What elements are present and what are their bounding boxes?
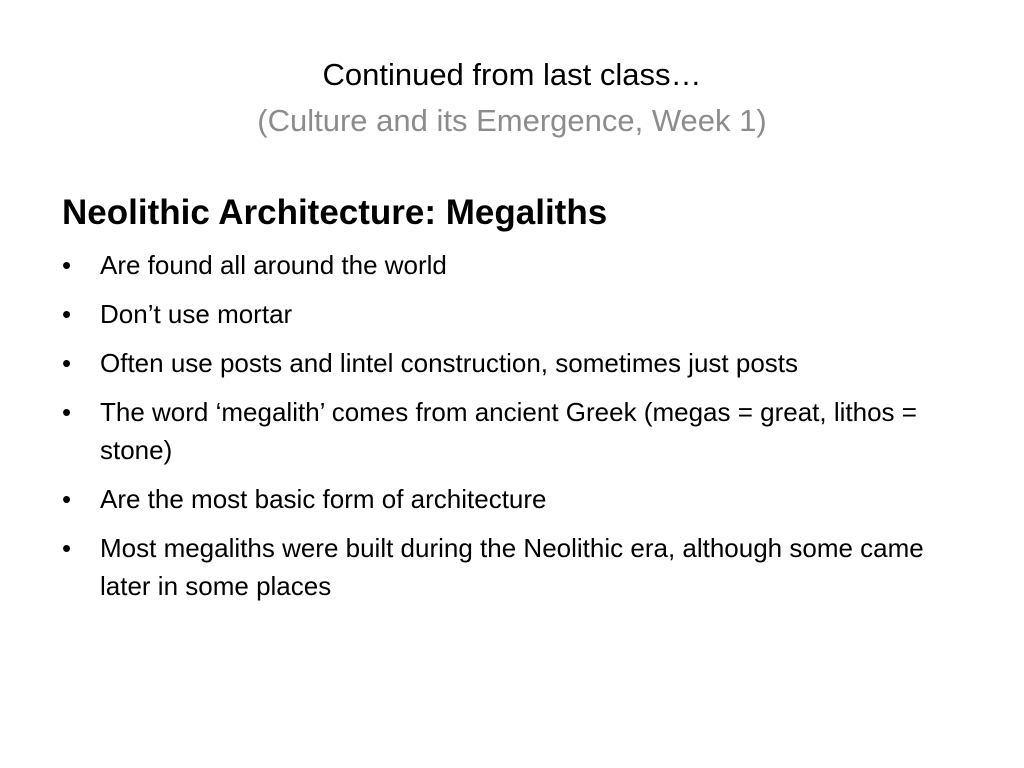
title-block bbox=[0, 52, 1024, 144]
bullet-text: Are found all around the world bbox=[100, 250, 447, 280]
slide-content bbox=[62, 190, 962, 616]
bullet-list bbox=[62, 246, 962, 605]
section-heading: Neolithic Architecture: Megaliths bbox=[62, 193, 608, 232]
bullet-item bbox=[62, 393, 962, 469]
bullet-icon: • bbox=[62, 348, 72, 378]
bullet-icon: • bbox=[62, 299, 72, 329]
slide-subtitle: (Culture and its Emergence, Week 1) bbox=[257, 103, 767, 138]
bullet-text: Don’t use mortar bbox=[100, 299, 293, 329]
bullet-icon: • bbox=[62, 533, 72, 563]
bullet-icon: • bbox=[62, 484, 72, 514]
bullet-text: Often use posts and lintel construction, sometimes just posts bbox=[100, 348, 799, 378]
slide-title: Continued from last class… bbox=[322, 57, 702, 92]
bullet-icon: • bbox=[62, 250, 72, 280]
bullet-text: The word ‘megalith’ comes from ancient Greek (megas = great, lithos = stone) bbox=[100, 397, 917, 465]
bullet-item bbox=[62, 344, 962, 382]
bullet-text: Are the most basic form of architecture bbox=[100, 484, 547, 514]
bullet-icon: • bbox=[62, 397, 72, 427]
bullet-text: Most megaliths were built during the Neolithic era, although some came later in some places bbox=[100, 533, 924, 601]
bullet-item bbox=[62, 480, 962, 518]
bullet-item bbox=[62, 529, 962, 605]
bullet-item bbox=[62, 295, 962, 333]
bullet-item bbox=[62, 246, 962, 284]
